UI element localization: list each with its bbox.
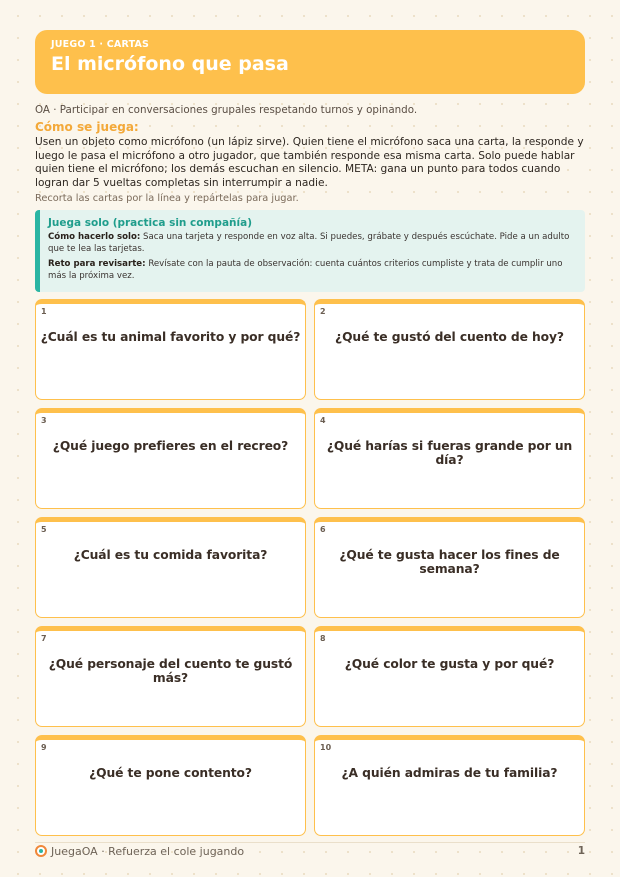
card-question: ¿Qué harías si fueras grande por un día? [326,439,573,467]
card-question: ¿Qué te gusta hacer los fines de semana? [339,548,560,576]
page-title: El micrófono que pasa [51,53,289,75]
solo-challenge-text: Revísate con la pauta de observación: cuenta cuántos criterios cumpliste y trata de cumplir uno más la próxima vez. [48,259,563,281]
solo-challenge-label: Reto para revisarte: [48,259,146,269]
learning-objective: OA · Participar en conversaciones grupales respetando turnos y opinando. [35,104,418,116]
solo-challenge-paragraph [48,259,575,282]
footer-brand [35,845,244,858]
card-number: 8 [320,634,326,643]
card-number: 4 [320,416,326,425]
card-question: ¿Qué te pone contento? [89,766,252,780]
question-card [35,517,306,618]
brand-text: JuegaOA · Refuerza el cole jugando [51,844,245,858]
game-kicker: JUEGO 1 · CARTAS [51,39,150,50]
card-question: ¿A quién admiras de tu familia? [341,766,558,780]
question-card [314,299,585,400]
solo-how-label: Cómo hacerlo solo: [48,232,141,242]
how-to-text: Usen un objeto como micrófono (un lápiz sirve). Quien tiene el micrófono saca una carta, la responde y luego le pasa el micrófono a otro jugador, que también responde esa misma carta. Solo puede hablar quien tiene el micrófono; los demás escuchan en silencio. META: gana un punto para todos cuando logran dar 5 vueltas completas sin interrumpir a nadie. [35,136,584,189]
question-card [314,517,585,618]
card-question: ¿Cuál es tu comida favorita? [73,548,268,562]
question-card [314,626,585,727]
card-number: 6 [320,525,326,534]
card-number: 7 [41,634,47,643]
how-to-title: Cómo se juega: [35,120,139,134]
brand-logo-icon [35,845,47,857]
card-number: 5 [41,525,47,534]
question-card [35,626,306,727]
card-number: 3 [41,416,47,425]
question-card [314,735,585,836]
card-number: 9 [41,743,47,752]
card-number: 10 [320,743,332,752]
solo-play-box [35,210,585,292]
cut-instruction: Recorta las cartas por la línea y repártelas para jugar. [35,193,299,204]
card-question: ¿Qué juego prefieres en el recreo? [52,439,289,453]
card-question: ¿Cuál es tu animal favorito y por qué? [40,330,301,344]
question-card [35,299,306,400]
page-footer [35,843,585,859]
card-question: ¿Qué personaje del cuento te gustó más? [48,657,293,685]
solo-how-paragraph [48,232,575,255]
card-number: 1 [41,307,47,316]
solo-how-text: Saca una tarjeta y responde en voz alta. Si puedes, grábate y después escúchate. Pide a un adulto que te lea las tarjetas. [48,232,570,254]
page-number: 1 [577,845,585,857]
question-card [35,408,306,509]
card-question: ¿Qué color te gusta y por qué? [344,657,555,671]
game-header [35,30,585,94]
question-card [35,735,306,836]
card-number: 2 [320,307,326,316]
solo-title: Juega solo (practica sin compañía) [48,217,252,229]
question-card [314,408,585,509]
card-question: ¿Qué te gustó del cuento de hoy? [335,330,564,344]
